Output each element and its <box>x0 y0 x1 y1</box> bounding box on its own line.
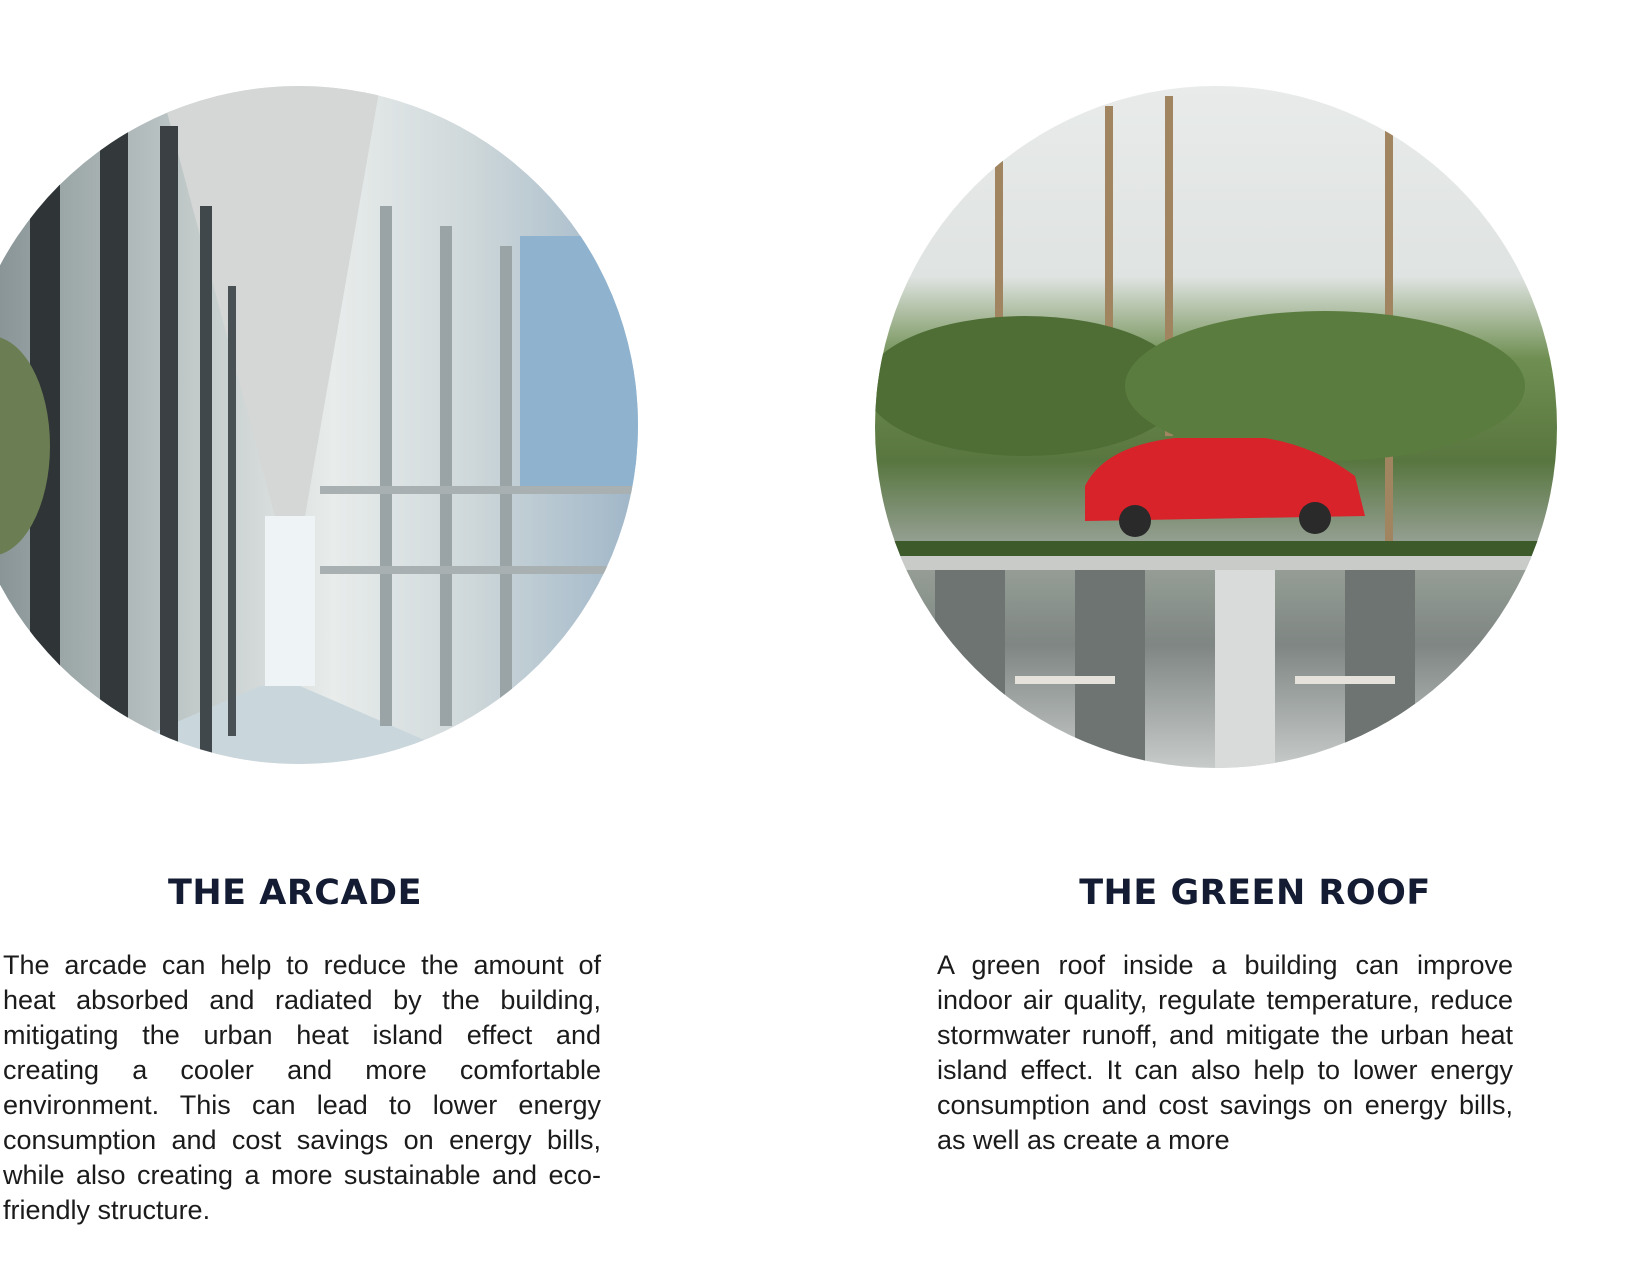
green-roof-title: THE GREEN ROOF <box>1079 873 1431 913</box>
green-roof-description: A green roof inside a building can improve indoor air quality, regulate temperature, reduce stormwater runoff, and mitigate the urban heat island effect. It can also help to lower energy consumption and cost savings on energy bills, as well as create a more <box>937 950 1513 1155</box>
green-roof-illustration <box>875 86 1557 768</box>
arcade-description: The arcade can help to reduce the amount of heat absorbed and radiated by the building, mitigating the urban heat island effect and creating a cooler and more comfortable environment. This can lead to lower energy consumption and cost savings on energy bills, while also creating a more sustainable and eco-friendly structure. <box>3 950 601 1225</box>
arcade-rendering-image <box>0 86 638 764</box>
green-roof-rendering-image <box>875 86 1557 768</box>
arcade-illustration <box>0 86 638 764</box>
arcade-title: THE ARCADE <box>167 873 423 913</box>
